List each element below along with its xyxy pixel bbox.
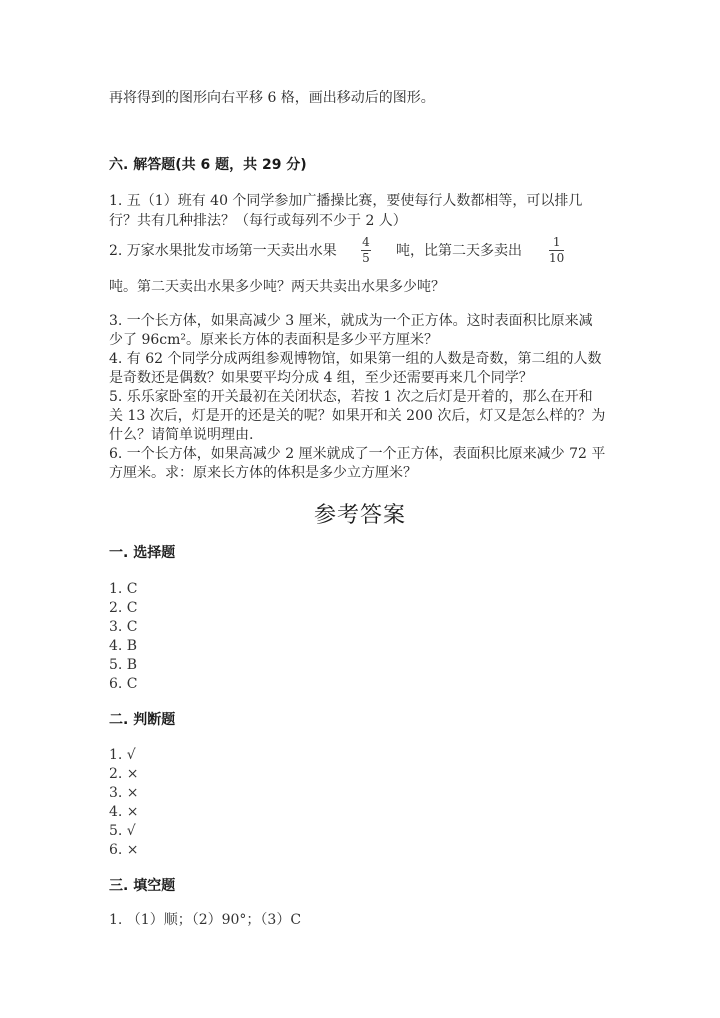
judge-answer-list [109,746,139,860]
fraction-denominator: 5 [362,251,370,265]
question-4-line-1: 4. 有 62 个同学分成两组参观博物馆，如果第一组的人数是奇数，第二组的人数 [109,351,602,367]
question-5-line-2: 关 13 次后，灯是开的还是关的呢？如果开和关 200 次后，灯又是怎么样的？为 [109,408,606,424]
choice-section-heading: 一. 选择题 [109,545,176,561]
fraction-denominator: 10 [549,251,565,265]
question-3-line-1: 3. 一个长方体，如果高减少 3 厘米，就成为一个正方体。这时表面积比原来减 [109,313,593,329]
answer-key-title: 参考答案 [313,503,406,528]
judge-answer: 1. √ [109,747,136,763]
judge-answer: 2. × [109,766,139,782]
fraction-numerator: 1 [552,235,561,249]
question-5-line-3: 什么？请简单说明理由. [109,427,254,443]
question-2-part-1: 2. 万家水果批发市场第一天卖出水果 [109,243,337,259]
choice-answer-list [109,580,138,694]
fill-answer-list [109,911,301,930]
question-5-line-1: 5. 乐乐家卧室的开关最初在关闭状态，若按 1 次之后灯是开着的，那么在开和 [109,389,593,405]
section-6-heading: 六. 解答题(共 6 题，共 29 分) [109,157,307,173]
fraction-one-tenth [549,236,564,265]
fraction-four-fifths [361,236,371,265]
question-2-part-2: 吨，比第二天多卖出 [396,243,522,259]
fill-answer: 1. （1）顺；（2）90°；（3）C [109,912,302,928]
choice-answer: 1. C [109,581,138,597]
question-2-line-2: 吨。第二天卖出水果多少吨？两天共卖出水果多少吨？ [109,279,445,295]
judge-answer: 4. × [109,804,139,820]
choice-answer: 5. B [109,657,138,673]
judge-answer: 5. √ [109,823,136,839]
judge-answer: 6. × [109,842,139,858]
intro-instruction: 再将得到的图形向右平移 6 格，画出移动后的图形。 [109,90,435,106]
question-1-line-1: 1. 五（1）班有 40 个同学参加广播操比赛，要使每行人数都相等，可以排几 [109,193,583,209]
judge-section-heading: 二. 判断题 [109,712,176,728]
question-4-line-2: 是奇数还是偶数？如果要平均分成 4 组，至少还需要再来几个同学？ [109,370,533,386]
choice-answer: 4. B [109,638,138,654]
fraction-numerator: 4 [362,235,370,249]
judge-answer: 3. × [109,785,139,801]
choice-answer: 3. C [109,619,138,635]
question-6-line-2: 方厘米。求：原来长方体的体积是多少立方厘米？ [109,465,417,481]
question-6-line-1: 6. 一个长方体，如果高减少 2 厘米就成了一个正方体，表面积比原来减少 72 平 [109,446,606,462]
question-1-line-2: 行？共有几种排法？（每行或每列不少于 2 人） [109,213,407,229]
choice-answer: 2. C [109,600,138,616]
fill-section-heading: 三. 填空题 [109,878,176,894]
question-3-line-2: 少了 96cm²。原来长方体的表面积是多少平方厘米？ [109,332,438,348]
choice-answer: 6. C [109,676,138,692]
